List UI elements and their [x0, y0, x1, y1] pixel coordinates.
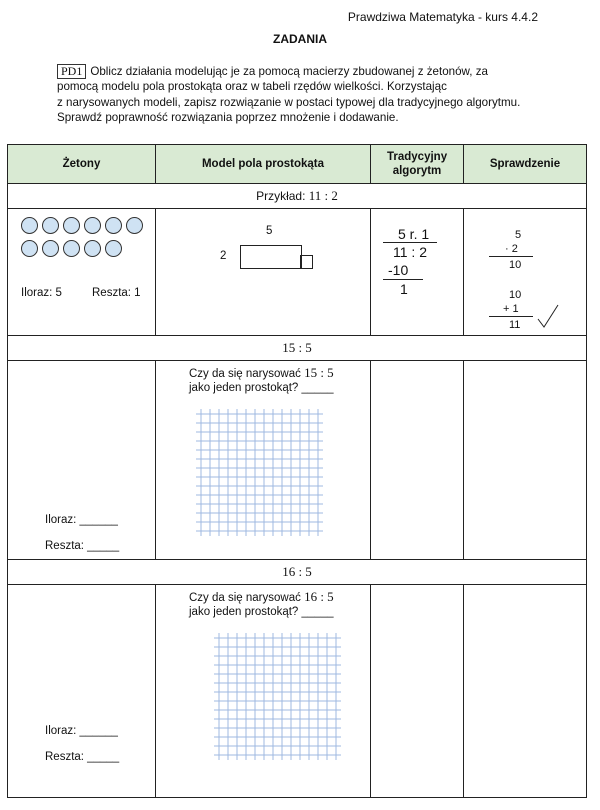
problem-1-quotient[interactable]: Iloraz: ______ [45, 514, 118, 526]
problem-1-graph-grid[interactable] [196, 409, 323, 541]
problem-1-remainder[interactable]: Reszta: _____ [45, 540, 120, 552]
check-factor-a: 5 [515, 229, 522, 241]
token-chip [21, 217, 38, 234]
problem-1-question: Czy da się narysować 15 : 5 jako jeden prostokąt? _____ [189, 365, 334, 394]
check-addend-a: 10 [509, 289, 522, 301]
token-chip [105, 240, 122, 257]
task-tag: PD1 [57, 64, 86, 79]
check-factor-b: · 2 [505, 243, 518, 255]
token-chip [105, 217, 122, 234]
example-algorithm-cell [371, 209, 464, 336]
token-chip [21, 240, 38, 257]
algo-division: 11 : 2 [393, 244, 427, 260]
example-quotient: Iloraz: 5 [21, 287, 62, 299]
token-chip [84, 240, 101, 257]
example-label: Przykład: [256, 189, 306, 203]
checkmark-icon [537, 303, 559, 329]
header-algorithm: Tradycyjny algorytm [371, 145, 464, 184]
token-chip [42, 240, 59, 257]
problem-1-expression: 15 : 5 [282, 340, 312, 355]
example-check-cell [464, 209, 587, 336]
header-tokens: Żetony [8, 145, 156, 184]
example-area-cell [156, 209, 371, 336]
problem-2-question: Czy da się narysować 16 : 5 jako jeden prostokąt? _____ [189, 589, 334, 618]
example-remainder: Reszta: 1 [92, 287, 141, 299]
algo-rest: 1 [400, 281, 408, 297]
problem-2-area-cell[interactable] [156, 585, 371, 798]
token-chip [63, 240, 80, 257]
algo-result: 5 r. 1 [398, 226, 430, 242]
task-instructions [57, 64, 547, 125]
problem-2-graph-grid[interactable] [214, 633, 341, 765]
problem-1-check-cell[interactable] [464, 361, 587, 560]
task-line-4: Sprawdź poprawność rozwiązania poprzez mnożenie i dodawanie. [57, 110, 399, 124]
problem-1-algorithm-cell[interactable] [371, 361, 464, 560]
check-line-2 [489, 316, 533, 317]
area-rectangle [240, 245, 302, 269]
check-sum: 11 [509, 319, 521, 331]
problem-2-label [8, 560, 587, 585]
area-width-label: 5 [266, 225, 273, 237]
problem-2-algorithm-cell[interactable] [371, 585, 464, 798]
check-product: 10 [509, 259, 522, 271]
task-line-2: pomocą modelu pola prostokąta oraz w tabeli rzędów wielkości. Korzystając [57, 80, 447, 94]
example-row-label [8, 184, 587, 209]
problem-2-check-cell[interactable] [464, 585, 587, 798]
example-expression: 11 : 2 [308, 188, 338, 203]
token-chip [63, 217, 80, 234]
problem-1-tokens-cell[interactable] [8, 361, 156, 560]
check-line-1 [489, 256, 533, 257]
problem-2-quotient[interactable]: Iloraz: ______ [45, 725, 118, 737]
algo-top-line [383, 242, 437, 243]
token-chip [84, 217, 101, 234]
problem-2-expression: 16 : 5 [282, 564, 312, 579]
token-chip [42, 217, 59, 234]
page-title: ZADANIA [273, 32, 327, 46]
problem-1-label [8, 336, 587, 361]
token-chip [126, 217, 143, 234]
algo-sub-line [383, 279, 423, 280]
problem-1-area-cell[interactable] [156, 361, 371, 560]
task-line-3: z narysowanych modeli, zapisz rozwiązanie w postaci typowej dla tradycyjnego algorytmu. [57, 95, 521, 109]
algo-subtract: -10 [388, 262, 409, 278]
problem-2-remainder[interactable]: Reszta: _____ [45, 751, 120, 763]
problem-2-tokens-cell[interactable] [8, 585, 156, 798]
area-height-label: 2 [220, 250, 227, 262]
header-check: Sprawdzenie [464, 145, 587, 184]
check-addend-b: + 1 [503, 303, 519, 315]
exercise-table [7, 144, 587, 798]
course-label: Prawdziwa Matematyka - kurs 4.4.2 [347, 10, 538, 24]
example-tokens-cell [8, 209, 156, 336]
area-remainder-square [300, 255, 313, 269]
header-area-model: Model pola prostokąta [156, 145, 371, 184]
task-line-1: Oblicz działania modelując je za pomocą macierzy zbudowanej z żetonów, za [90, 65, 488, 78]
